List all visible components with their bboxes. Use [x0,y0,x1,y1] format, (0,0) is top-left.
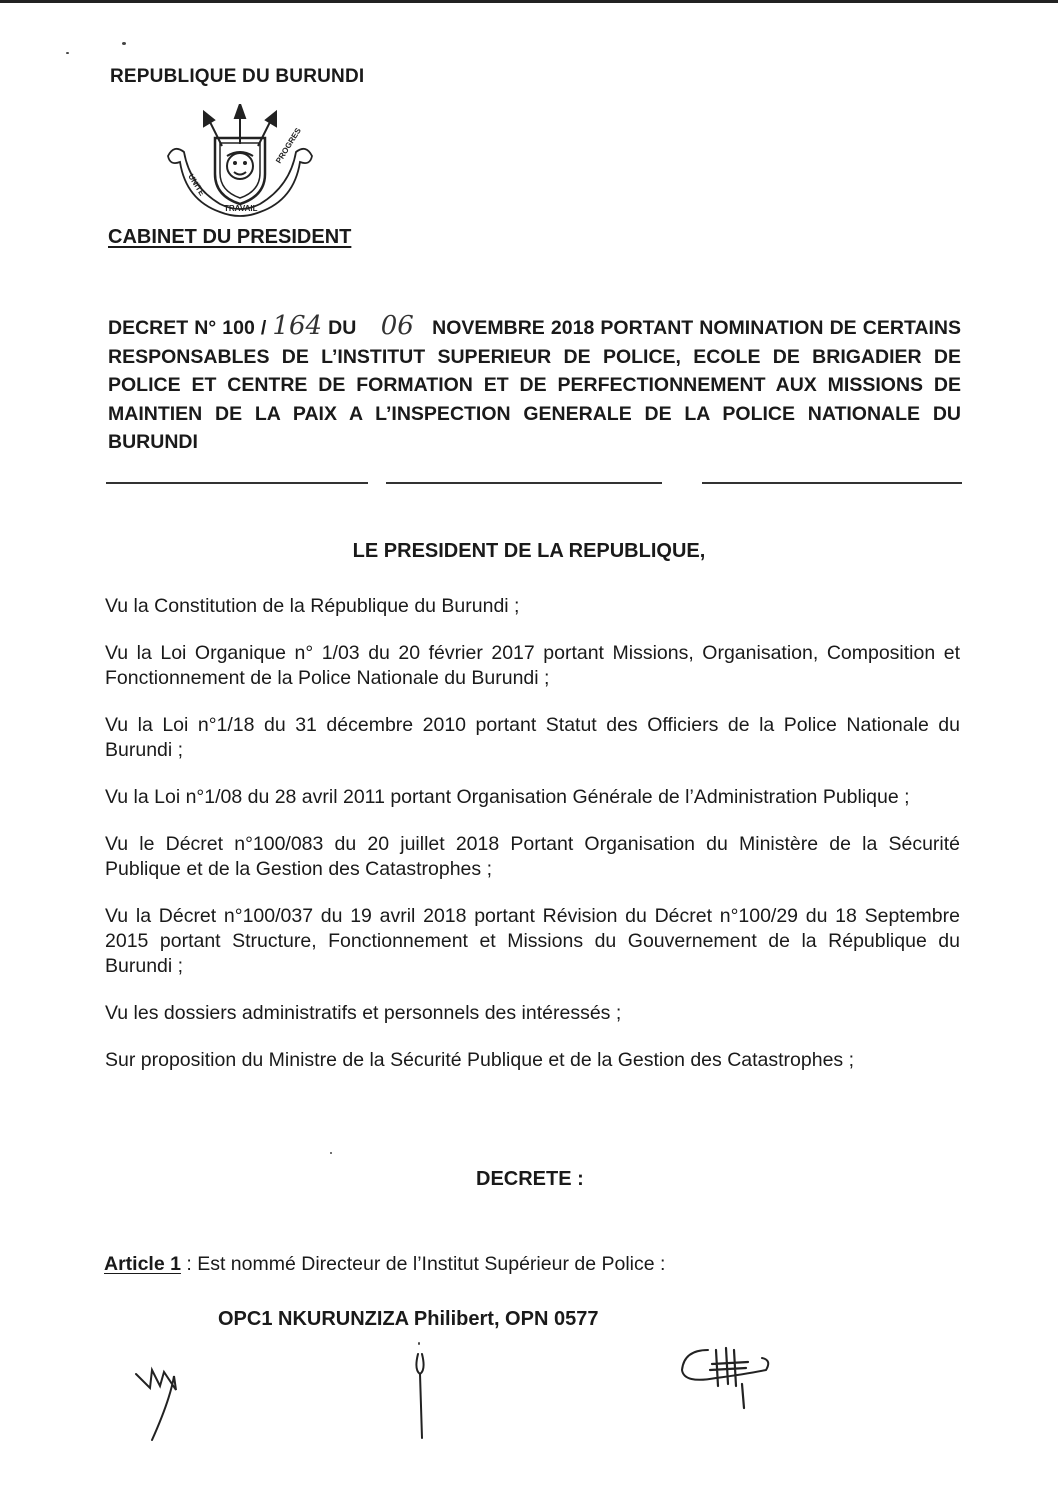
decree-title [108,312,961,457]
svg-text:PROGRES: PROGRES [274,126,303,166]
decree-number-prefix: DECRET N° 100 / [108,317,267,339]
scan-speck [122,42,126,45]
left-initial-mark [130,1360,220,1450]
article-1-label: Article 1 [104,1253,181,1275]
considerant-item: Vu la Loi Organique n° 1/03 du 20 février 2017 portant Missions, Organisation, Composition et Fonctionnement de la Police Nationale du Burundi ; [105,642,960,689]
svg-text:UNITE: UNITE [186,172,207,198]
country-heading: REPUBLIQUE DU BURUNDI [110,66,365,87]
scan-speck [66,52,69,54]
svg-text:TRAVAIL: TRAVAIL [224,204,258,213]
scan-speck [330,1152,332,1154]
handwritten-decree-number: 164 [272,311,323,341]
coat-of-arms-emblem [160,104,320,220]
title-rule-right [702,482,962,484]
considerant-item: Vu la Loi n°1/18 du 31 décembre 2010 portant Statut des Officiers de la Police Nationale du Burundi ; [105,714,960,761]
cabinet-heading: CABINET DU PRESIDENT [108,226,352,248]
article-1 [104,1253,665,1276]
president-heading: LE PRESIDENT DE LA REPUBLIQUE, [352,540,706,562]
considerant-item: Vu la Loi n°1/08 du 28 avril 2011 portant Organisation Générale de l’Administration Publique ; [105,786,910,808]
considerant-item: Vu le Décret n°100/083 du 20 juillet 2018 Portant Organisation du Ministère de la Sécurité Publique et de la Gestion des Catastrophes ; [105,833,960,880]
article-1-text: : Est nommé Directeur de l’Institut Supérieur de Police : [180,1253,666,1275]
handwritten-decree-day: 06 [380,311,414,341]
page-top-border [0,0,1058,3]
decrete-heading: DECRETE : [476,1168,584,1190]
right-signature-mark [676,1340,776,1430]
decree-title-text: NOVEMBRE 2018 PORTANT NOMINATION DE CERTAINS RESPONSABLES DE L’INSTITUT SUPERIEUR DE POLICE, ECOLE DE BRIGADIER DE POLICE ET CENTRE DE FORMATION ET DE PERFECTIONNEMENT AUX MISSIONS DE MAINTIEN DE LA PAIX A L’INSPECTION GENERALE DE LA POLICE NATIONALE DU BURUNDI [108,317,962,453]
article-1-nominee: OPC1 NKURUNZIZA Philibert, OPN 0577 [218,1308,599,1330]
decree-du: DU [328,317,357,339]
considerant-item: Vu les dossiers administratifs et personnels des intéressés ; [105,1002,622,1024]
scan-speck [418,1342,420,1345]
title-rule-middle [386,482,662,484]
considerant-item: Vu la Décret n°100/037 du 19 avril 2018 portant Révision du Décret n°100/29 du 18 Septembre 2015 portant Structure, Fonctionnement et Missions du Gouvernement de la République du Burundi ; [105,905,960,977]
considerant-item: Vu la Constitution de la République du Burundi ; [105,595,520,617]
middle-initial-mark [380,1350,470,1440]
title-rule-left [106,482,368,484]
considerant-item: Sur proposition du Ministre de la Sécurité Publique et de la Gestion des Catastrophes ; [105,1049,855,1071]
considerants-list [105,594,960,1095]
